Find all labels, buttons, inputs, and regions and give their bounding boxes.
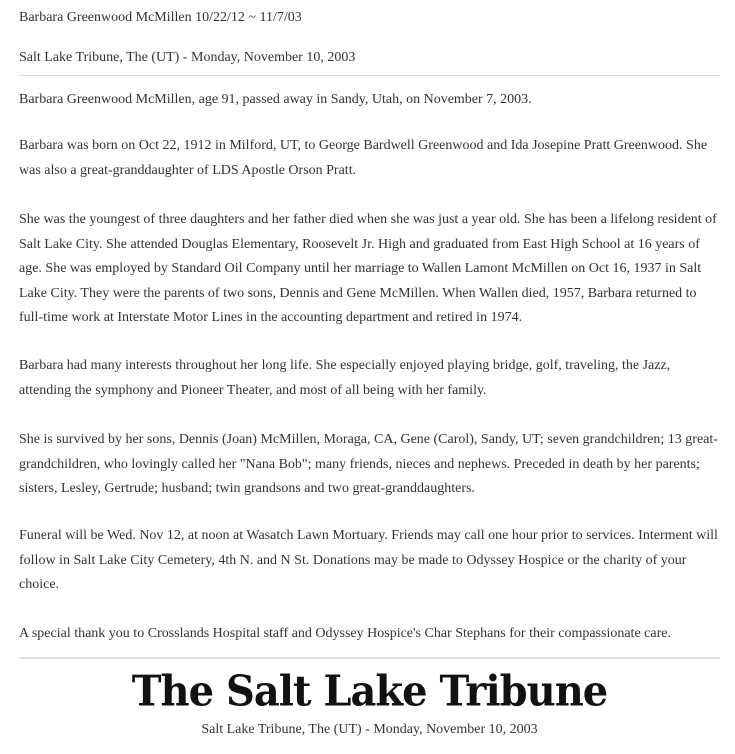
paragraph-thanks: A special thank you to Crosslands Hospital staff and Odyssey Hospice's Char Stephans for their compassionate care. [19,626,671,641]
paragraph-funeral: Funeral will be Wed. Nov 12, at noon at Wasatch Lawn Mortuary. Friends may call one hour prior to services. Interment will follow in Salt Lake City Cemetery, 4th N. and N St. Donations may be made to Odyssey Hospice or the charity of your choice. [19,528,718,592]
source-line: Salt Lake Tribune, The (UT) - Monday, November 10, 2003 [19,50,356,65]
paragraph-survivors: She is survived by her sons, Dennis (Joan) McMillen, Moraga, CA, Gene (Carol), Sandy, UT; seven grandchildren; 13 great-grandchildren, who lovingly called her "Nana Bob"; many friends, nieces and nephews. Preceded in death by her parents; sisters, Lesley, Gertrude; husband; twin grandsons and two great-granddaughters. [19,432,718,496]
paragraph-intro: Barbara Greenwood McMillen, age 91, passed away in Sandy, Utah, on November 7, 2003. [19,92,532,107]
paragraph-interests: Barbara had many interests throughout her long life. She especially enjoyed playing bridge, golf, traveling, the Jazz, attending the symphony and Pioneer Theater, and most of all being with her family. [19,358,671,398]
tribune-logo: The Salt Lake Tribune [131,666,608,717]
obituary-title: Barbara Greenwood McMillen 10/22/12 ~ 11/7/03 [19,10,302,25]
paragraph-birth: Barbara was born on Oct 22, 1912 in Milford, UT, to George Bardwell Greenwood and Ida Josepine Pratt Greenwood. She was also a great-granddaughter of LDS Apostle Orson Pratt. [19,138,708,178]
top-divider [19,75,720,76]
paragraph-life: She was the youngest of three daughters and her father died when she was just a year old. She has been a lifelong resident of Salt Lake City. She attended Douglas Elementary, Roosevelt Jr. High and graduated from East High School at 16 years of age. She was employed by Standard Oil Company until her marriage to Wallen Lamont McMillen on Oct 16, 1937 in Salt Lake City. They were the parents of two sons, Dennis and Gene McMillen. When Wallen died, 1957, Barbara returned to full-time work at Interstate Motor Lines in the accounting department and retired in 1974. [19,212,717,325]
bottom-divider [19,657,720,659]
footer-caption: Salt Lake Tribune, The (UT) - Monday, November 10, 2003 [201,722,538,737]
